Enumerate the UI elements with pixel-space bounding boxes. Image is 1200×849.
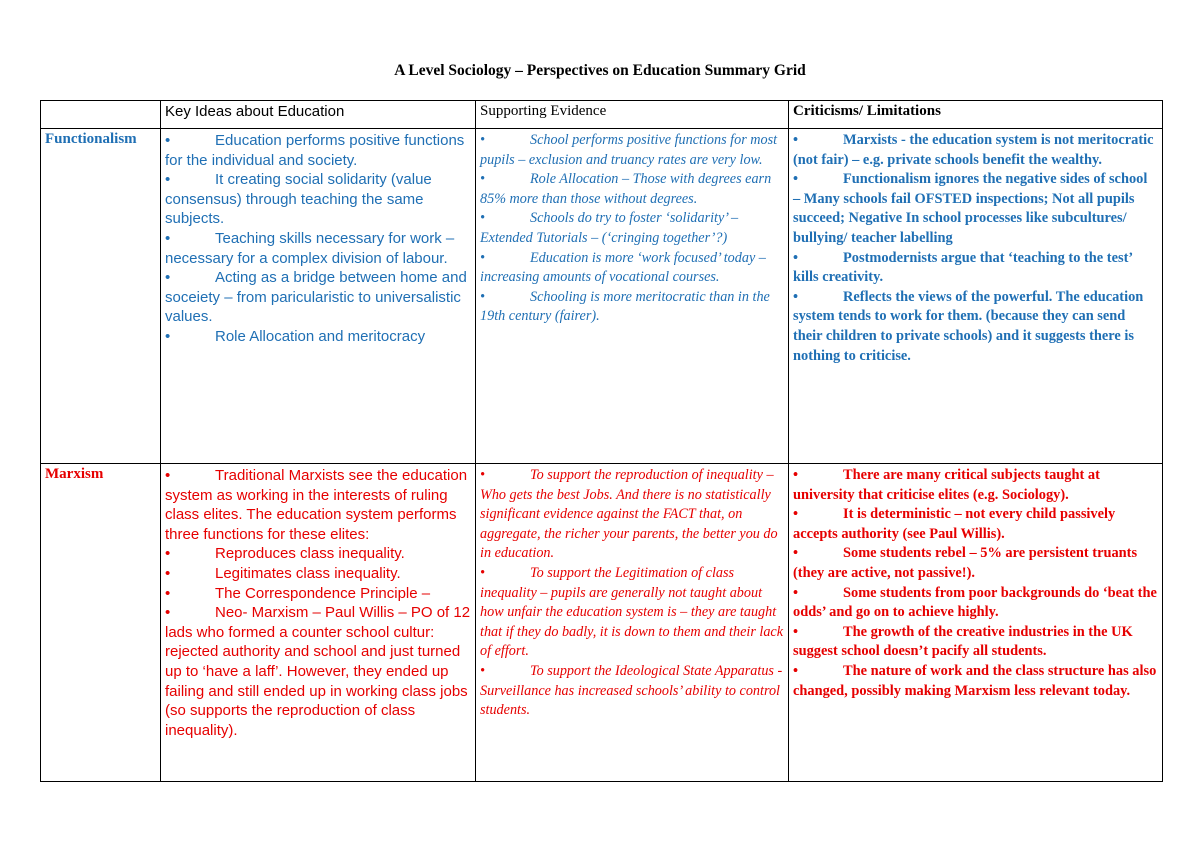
list-item-text: Marxists - the education system is not meritocratic (not fair) – e.g. private schools benefit the wealthy. (793, 132, 1154, 168)
perspective-label-marxism: Marxism (41, 464, 161, 782)
functionalism-key-ideas-cell (161, 129, 476, 464)
list-item (480, 249, 784, 288)
list-item (165, 466, 471, 544)
functionalism-criticisms-cell (789, 129, 1163, 464)
list-item-text: Postmodernists argue that ‘teaching to the test’ kills creativity. (793, 249, 1133, 286)
list-item-text: Acting as a bridge between home and soceiety – from paricularistic to universalistic values. (165, 269, 467, 326)
header-supporting-evidence: Supporting Evidence (476, 101, 789, 129)
bullet-marker: • (793, 506, 799, 523)
list-item-text: School performs positive functions for most pupils – exclusion and truancy rates are very low. (480, 132, 778, 168)
functionalism-evidence-cell (476, 129, 789, 464)
bullet-marker: • (165, 171, 171, 189)
perspective-label-functionalism: Functionalism (41, 129, 161, 464)
list-item-text: Functionalism ignores the negative sides of school – Many schools fail OFSTED inspections; Not all pupils succeed; Negative In school processes like subcultures/ bullying/ teacher labelling (793, 171, 1148, 246)
list-item (793, 623, 1158, 662)
bullet-marker: • (165, 269, 171, 287)
list-item (480, 288, 784, 327)
header-key-ideas: Key Ideas about Education (161, 101, 476, 129)
marxism-criticisms-cell (789, 464, 1163, 782)
page-title: A Level Sociology – Perspectives on Education Summary Grid (394, 62, 806, 79)
list-item-text: Role Allocation and meritocracy (215, 327, 426, 345)
list-item-text: Education is more ‘work focused’ today – increasing amounts of vocational courses. (480, 249, 766, 286)
bullet-marker: • (165, 545, 171, 563)
bullet-marker: • (480, 467, 485, 483)
list-item (165, 170, 471, 229)
list-item (480, 466, 784, 564)
header-criticisms: Criticisms/ Limitations (789, 101, 1163, 129)
list-item (793, 662, 1158, 701)
bullet-marker: • (165, 327, 171, 345)
list-item (165, 564, 471, 584)
bullet-marker: • (793, 623, 799, 640)
list-item (165, 268, 471, 327)
bullet-marker: • (480, 564, 485, 581)
bullet-marker: • (165, 467, 171, 484)
list-item (793, 249, 1158, 288)
list-item (793, 505, 1158, 544)
list-item-text: Teaching skills necessary for work – necessary for a complex division of labour. (165, 229, 455, 267)
list-item (793, 544, 1158, 583)
list-item-text: Some students rebel – 5% are persistent truants (they are active, not passive!). (793, 545, 1138, 581)
list-item-text: Some students from poor backgrounds do ‘beat the odds’ and go on to achieve highly. (793, 584, 1157, 621)
list-item-text: To support the Legitimation of class inequality – pupils are generally not taught about how unfair the education system is – they are taught that if they do badly, it is down to them and their lack of effort. (480, 564, 784, 660)
bullet-marker: • (793, 584, 799, 601)
list-item (165, 603, 471, 740)
list-item-text: Role Allocation – Those with degrees earn 85% more than those without degrees. (480, 171, 772, 207)
bullet-marker: • (793, 171, 799, 188)
bullet-marker: • (793, 545, 799, 562)
marxism-key-ideas-cell (161, 464, 476, 782)
list-item (793, 466, 1158, 505)
list-item (165, 327, 471, 347)
list-item-text: To support the reproduction of inequality – Who gets the best Jobs. And there is no statistically significant evidence against the FACT that, on aggregate, the richer your parents, the better you do in education. (480, 467, 778, 562)
list-item-text: It creating social solidarity (value consensus) through teaching the same subjects. (165, 171, 432, 228)
bullet-marker: • (480, 171, 485, 188)
bullet-marker: • (165, 132, 171, 149)
bullet-marker: • (793, 132, 799, 148)
list-item-text: Reproduces class inequality. (215, 545, 405, 563)
header-corner-cell (41, 101, 161, 129)
list-item (480, 131, 784, 170)
list-item (793, 288, 1158, 366)
marxism-evidence-cell (476, 464, 789, 782)
list-item-text: Traditional Marxists see the education system as working in the interests of ruling class elites. The education system performs three functions for these elites: (165, 467, 468, 543)
list-item-text: Legitimates class inequality. (215, 564, 401, 582)
summary-grid-table (40, 100, 1163, 782)
list-item-text: Schools do try to foster ‘solidarity’ – Extended Tutorials – (‘cringing together’?) (480, 210, 739, 246)
header-row (41, 101, 1163, 129)
list-item (793, 170, 1158, 248)
list-item-text: Neo- Marxism – Paul Willis – PO of 12 lads who formed a counter school cultur: rejected authority and school and just turned up to ‘have a laff’. However, they ended up failing and still ended up in working class jobs (so supports the reproduction of class inequality). (165, 604, 471, 739)
bullet-marker: • (793, 288, 799, 305)
list-item (165, 584, 471, 604)
list-item-text: To support the Ideological State Apparatus - Surveillance has increased schools’ ability to control students. (480, 662, 783, 719)
list-item (480, 564, 784, 662)
bullet-marker: • (480, 662, 485, 679)
bullet-marker: • (480, 210, 485, 227)
row-functionalism (41, 129, 1163, 464)
list-item (793, 131, 1158, 170)
list-item (165, 544, 471, 564)
list-item-text: The growth of the creative industries in the UK suggest school doesn’t pacify all students. (793, 623, 1133, 660)
bullet-marker: • (793, 249, 799, 266)
bullet-marker: • (165, 604, 171, 622)
list-item (480, 209, 784, 248)
list-item (480, 662, 784, 721)
list-item (165, 229, 471, 268)
bullet-marker: • (480, 132, 485, 148)
bullet-marker: • (793, 662, 799, 679)
bullet-marker: • (793, 467, 799, 483)
list-item-text: Schooling is more meritocratic than in the 19th century (fairer). (480, 288, 770, 325)
row-marxism (41, 464, 1163, 782)
list-item-text: The nature of work and the class structure has also changed, possibly making Marxism less relevant today. (793, 662, 1157, 699)
bullet-marker: • (165, 229, 171, 247)
list-item (793, 584, 1158, 623)
bullet-marker: • (480, 249, 485, 266)
list-item-text: It is deterministic – not every child passively accepts authority (see Paul Willis). (793, 506, 1116, 542)
list-item (480, 170, 784, 209)
list-item-text: The Correspondence Principle – (215, 584, 431, 602)
bullet-marker: • (165, 584, 171, 602)
list-item-text: There are many critical subjects taught at university that criticise elites (e.g. Sociology). (793, 467, 1100, 503)
bullet-marker: • (165, 564, 171, 582)
list-item-text: Reflects the views of the powerful. The education system tends to work for them. (because they can send their children to private schools) and it suggests there is nothing to criticise. (793, 288, 1144, 364)
bullet-marker: • (480, 288, 485, 305)
list-item (165, 131, 471, 170)
list-item-text: Education performs positive functions for the individual and society. (165, 132, 465, 169)
